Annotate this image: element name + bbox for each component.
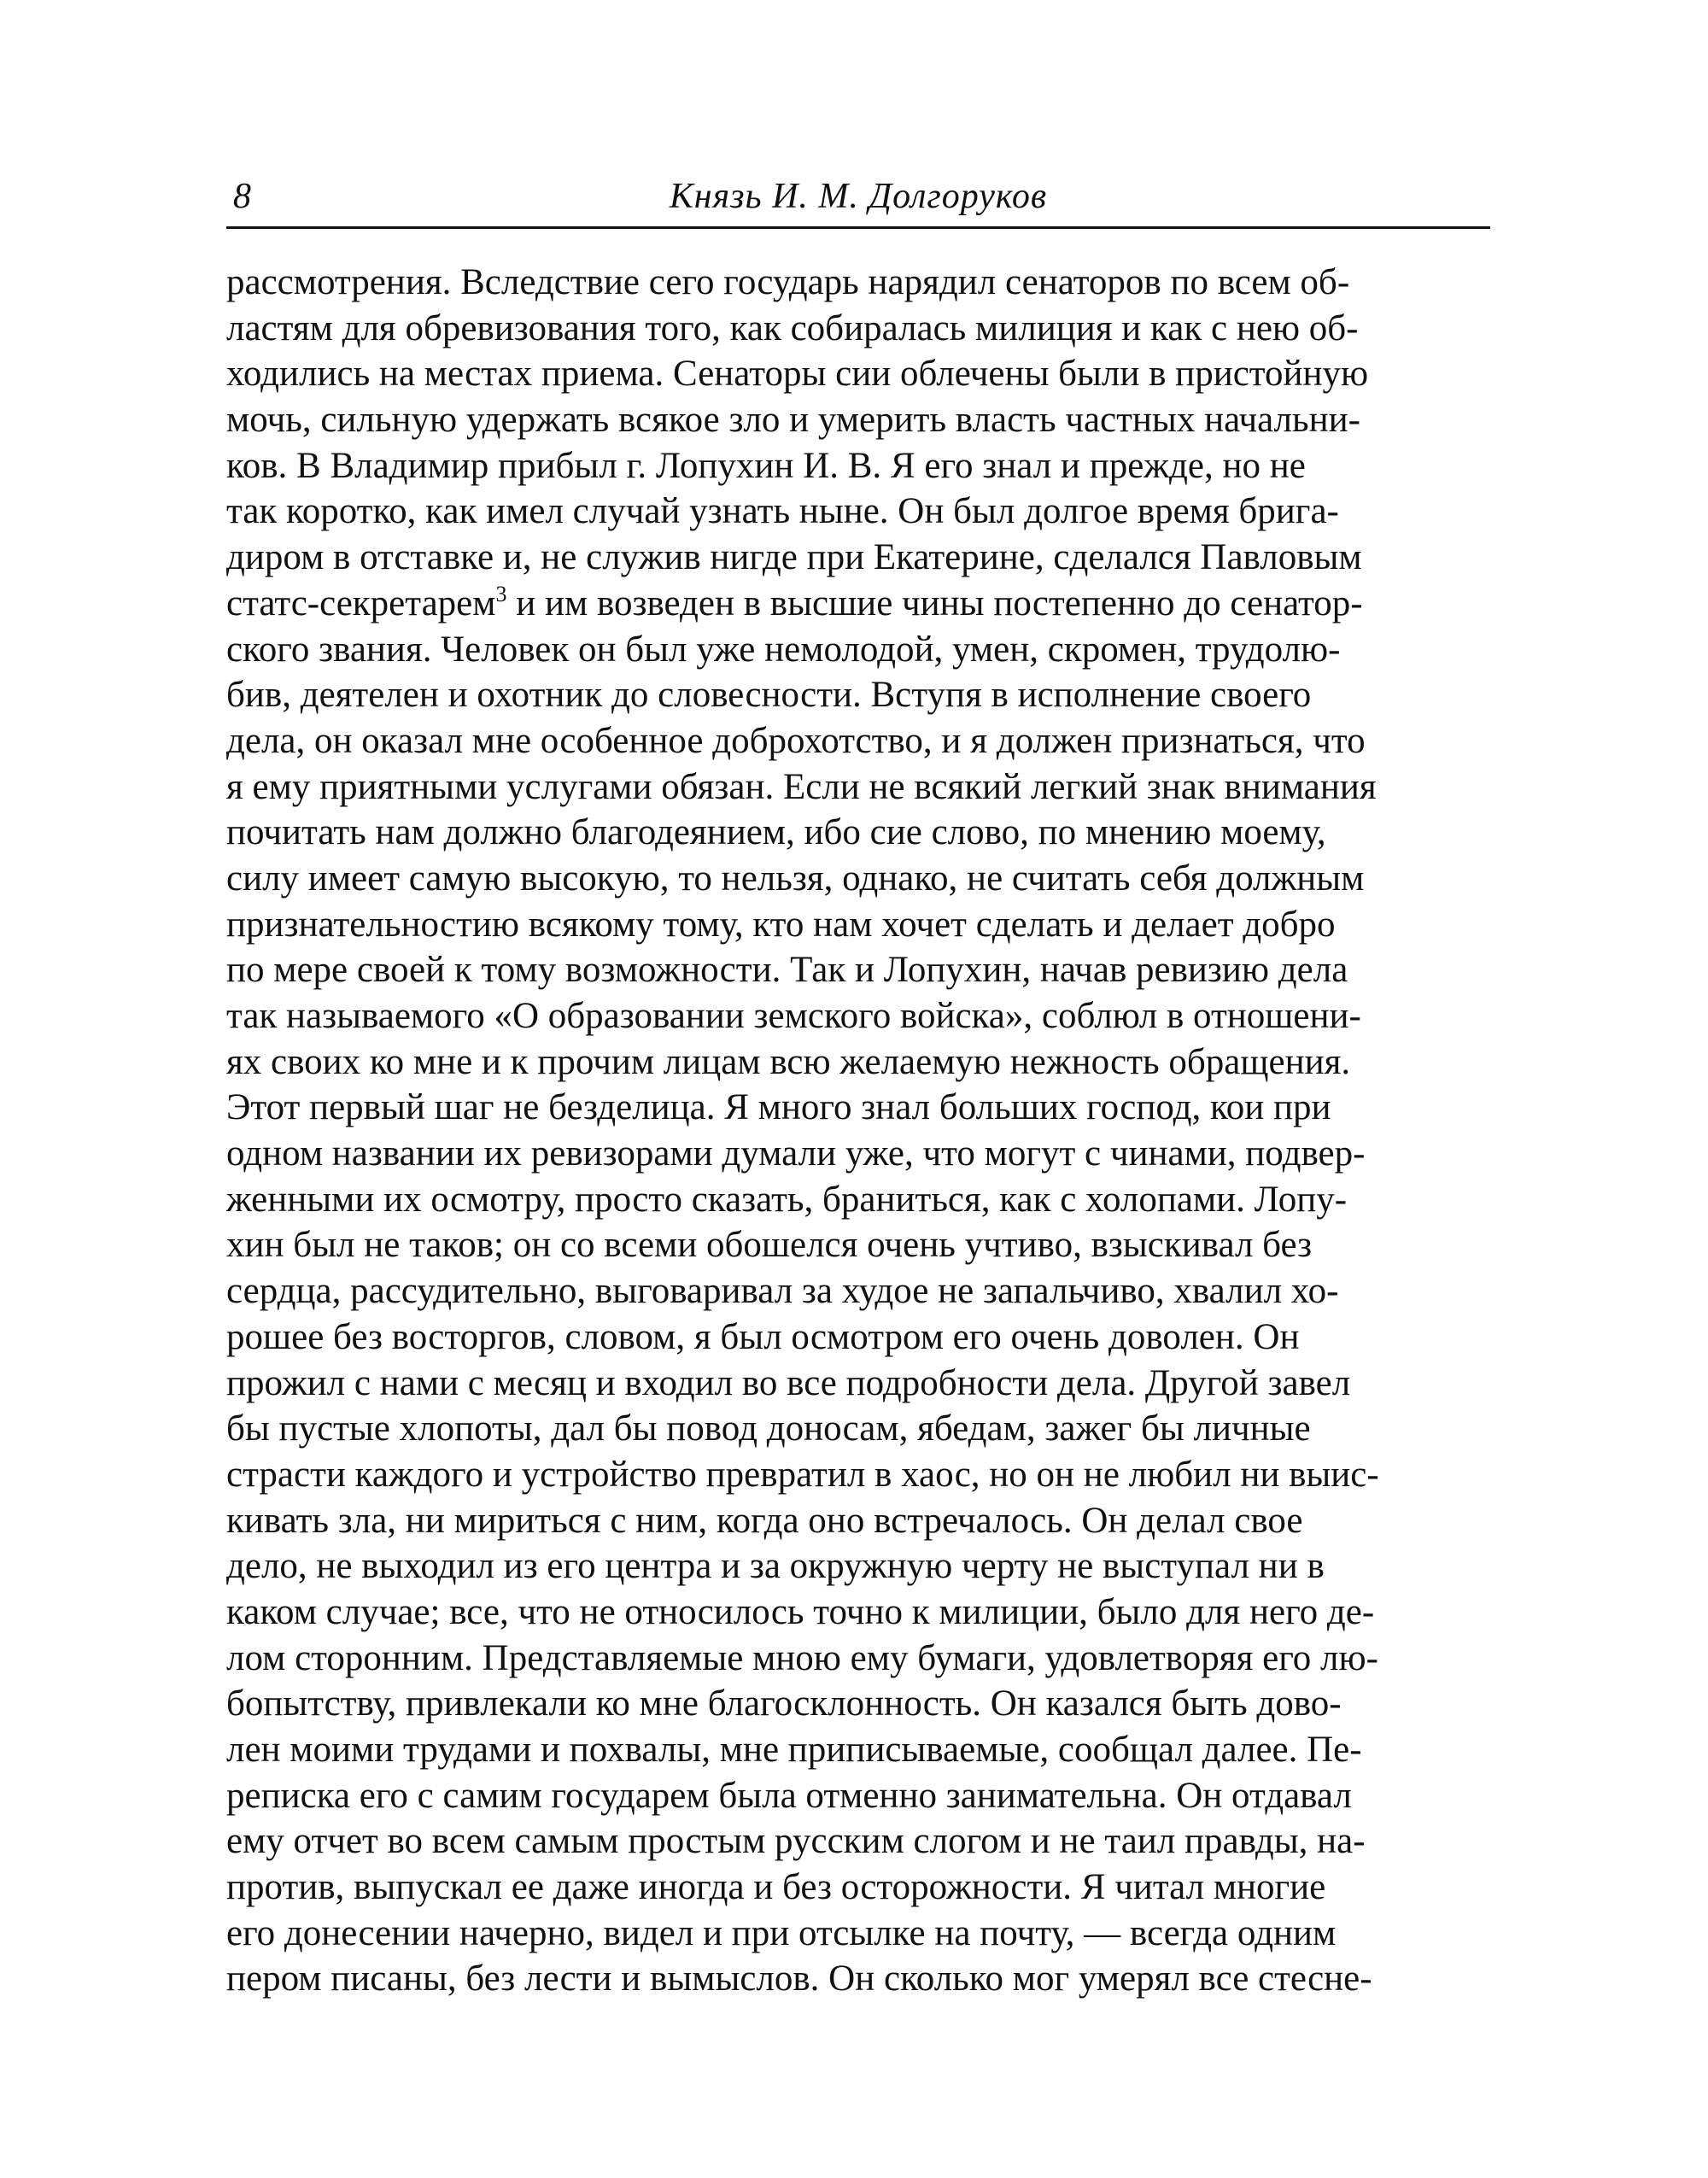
text-line: диром в отставке и, не служив нигде при Екатерине, сделался Павловым	[226, 537, 1362, 578]
text-line: ходились на местах приема. Сенаторы сии облечены были в пристойную	[226, 354, 1369, 395]
text-line: сердца, рассудительно, выговаривал за худое не запальчиво, хвалил хо-	[226, 1271, 1339, 1312]
text-line: мочь, сильную удержать всякое зло и умерить власть частных начальни-	[226, 400, 1360, 441]
text-line: против, выпускал ее даже иногда и без осторожности. Я читал многие	[226, 1867, 1326, 1908]
text-line: женными их осмотру, просто сказать, браниться, как с холопами. Лопу-	[226, 1179, 1348, 1220]
text-line: одном названии их ревизорами думали уже, что могут с чинами, подвер-	[226, 1133, 1366, 1174]
text-line: бопытству, привлекали ко мне благосклонность. Он казался быть дово-	[226, 1683, 1342, 1724]
text-line: бив, деятелен и охотник до словесности. Вступя в исполнение своего	[226, 675, 1312, 716]
text-line: рошее без восторгов, словом, я был осмотром его очень доволен. Он	[226, 1316, 1300, 1357]
header-rule	[226, 226, 1490, 229]
text-segment: и им возведен в высшие чины постепенно до сенатор-	[506, 583, 1363, 624]
text-segment: статс-секретарем	[226, 583, 496, 624]
text-line: я ему приятными услугами обязан. Если не всякий легкий знак внимания	[226, 766, 1377, 807]
text-line: его донесении начерно, видел и при отсылке на почту, — всегда одним	[226, 1912, 1337, 1953]
text-line: ему отчет во всем самым простым русским слогом и не таил правды, на-	[226, 1821, 1366, 1862]
text-line: хин был не таков; он со всеми обошелся очень учтиво, взыскивал без	[226, 1225, 1313, 1266]
text-line: дела, он оказал мне особенное доброхотство, и я должен признаться, что	[226, 720, 1366, 761]
text-line: каком случае; все, что не относилось точно к милиции, было для него де-	[226, 1591, 1375, 1632]
text-line: Этот первый шаг не безделица. Я много знал больших господ, кои при	[226, 1087, 1331, 1128]
text-line: страсти каждого и устройство превратил в хаос, но он не любил ни выис-	[226, 1454, 1379, 1495]
text-line: признательностию всякому тому, кто нам хочет сделать и делает добро	[226, 904, 1336, 945]
page-number: 8	[233, 177, 251, 216]
text-line: реписка его с самим государем была отменно занимательна. Он отдавал	[226, 1775, 1352, 1816]
text-line: кивать зла, ни мириться с ним, когда оно встречалось. Он делал свое	[226, 1500, 1303, 1541]
text-line: почитать нам должно благодеянием, ибо сие слово, по мнению моему,	[226, 812, 1326, 853]
text-line: бы пустые хлопоты, дал бы повод доносам, ябедам, зажег бы личные	[226, 1408, 1311, 1449]
text-line: рассмотрения. Вследствие сего государь нарядил сенаторов по всем об-	[226, 262, 1350, 302]
text-line: по мере своей к тому возможности. Так и Лопухин, начав ревизию дела	[226, 950, 1348, 991]
text-line: ков. В Владимир прибыл г. Лопухин И. В. Я его знал и прежде, но не	[226, 445, 1306, 486]
text-line: дело, не выходил из его центра и за окружную черту не выступал ни в	[226, 1546, 1325, 1587]
text-line: ластям для обревизования того, как собиралась милиция и как с нею об-	[226, 307, 1359, 348]
text-line: так называемого «О образовании земского войска», соблюл в отношени-	[226, 996, 1361, 1036]
body-text	[226, 260, 1490, 2002]
text-line: ского звания. Человек он был уже немолодой, умен, скромен, трудолю-	[226, 629, 1341, 670]
text-line: ях своих ко мне и к прочим лицам всю желаемую нежность обращения.	[226, 1041, 1351, 1082]
text-line: лом сторонним. Представляемые мною ему бумаги, удовлетворяя его лю-	[226, 1637, 1378, 1678]
text-line-with-footnote	[226, 581, 1490, 627]
text-line: лен моими трудами и похвалы, мне приписываемые, сообщал далее. Пе-	[226, 1730, 1362, 1770]
footnote-marker[interactable]: 3	[495, 581, 507, 606]
text-line: так коротко, как имел случай узнать ныне. Он был долгое время брига-	[226, 491, 1339, 532]
running-head	[226, 171, 1490, 222]
text-line: пером писаны, без лести и вымыслов. Он сколько мог умерял все стесне-	[226, 1958, 1372, 1999]
running-title: Князь И. М. Долгоруков	[669, 177, 1048, 216]
text-line: прожил с нами с месяц и входил во все подробности дела. Другой завел	[226, 1362, 1351, 1403]
text-line: силу имеет самую высокую, то нельзя, однако, не считать себя должным	[226, 858, 1365, 899]
